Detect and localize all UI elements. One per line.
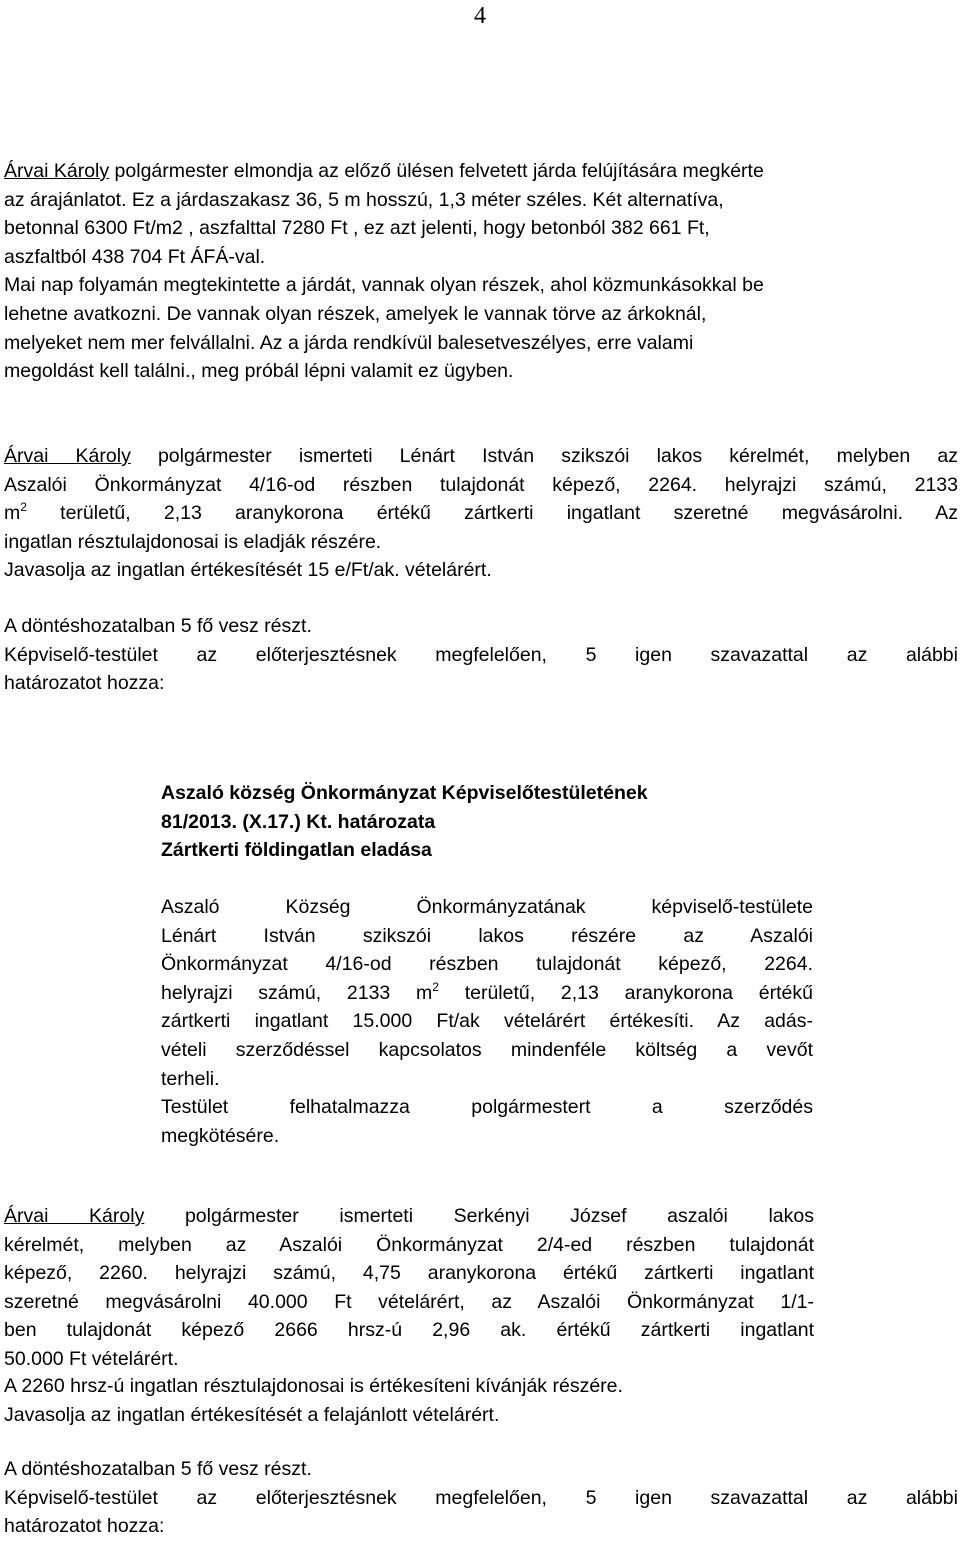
resolution-subject: Zártkerti földingatlan eladása xyxy=(161,839,432,862)
text-line xyxy=(4,499,958,528)
text-fragment: polgármester elmondja az előző ülésen felvetett járda felújítására megkérte xyxy=(109,160,764,182)
text-fragment: polgármester ismerteti Serkényi József aszalói lakos xyxy=(144,1205,814,1227)
text-line: A 2260 hrsz-ú ingatlan résztulajdonosai is értékesíteni kívánják részére. xyxy=(4,1375,623,1397)
text-line: lehetne avatkozni. De vannak olyan részek, amelyek le vannak törve az árkoknál, xyxy=(4,302,707,325)
text-fragment: helyrajzi számú, 2133 m xyxy=(161,981,433,1004)
page-number: 4 xyxy=(474,3,486,29)
text-line: melyeket nem mer felvállalni. Az a járda rendkívül balesetveszélyes, erre valami xyxy=(4,331,694,354)
paragraph-serkenyi-request xyxy=(4,1202,814,1374)
text-line: Lénárt István szikszói lakos részére az Aszalói xyxy=(161,924,813,947)
text-line: az árajánlatot. Ez a járdaszakasz 36, 5 m hosszú, 1,3 méter széles. Két alternatíva, xyxy=(4,188,724,211)
paragraph-sidewalk-renovation xyxy=(4,157,958,386)
text-fragment: polgármester ismerteti Lénárt István szikszói lakos kérelmét, melyben az xyxy=(130,445,958,467)
text-line: terheli. xyxy=(161,1067,220,1090)
text-line: megkötésére. xyxy=(161,1124,280,1147)
text-line: Javasolja az ingatlan értékesítését a felajánlott vételárért. xyxy=(4,1403,500,1426)
speaker-name: Árvai Károly xyxy=(4,1205,145,1227)
text-line: betonnal 6300 Ft/m2 , aszfalttal 7280 Ft , ez azt jelenti, hogy betonból 382 661 Ft, xyxy=(4,217,710,240)
text-line: Képviselő-testület az előterjesztésnek megfelelően, 5 igen szavazattal az alábbi xyxy=(4,1486,958,1509)
paragraph-lenart-request xyxy=(4,442,958,585)
paragraph-participation-1 xyxy=(4,612,958,698)
text-line: Testület felhatalmazza polgármestert a szerződés xyxy=(161,1096,813,1119)
text-line: ben tulajdonát képező 2666 hrsz-ú 2,96 ak. értékű zártkerti ingatlant xyxy=(4,1319,814,1342)
text-line xyxy=(4,1202,814,1231)
text-line: A döntéshozatalban 5 fő vesz részt. xyxy=(4,615,312,637)
text-line: határozatot hozza: xyxy=(4,672,165,695)
paragraph-serkenyi-notes xyxy=(4,1372,958,1429)
text-line: aszfaltból 438 704 Ft ÁFÁ-val. xyxy=(4,245,266,268)
text-line: határozatot hozza: xyxy=(4,1515,165,1538)
text-line: 50.000 Ft vételárért. xyxy=(4,1347,179,1370)
text-line: Képviselő-testület az előterjesztésnek megfelelően, 5 igen szavazattal az alábbi xyxy=(4,643,958,666)
text-line: szeretné megvásárolni 40.000 Ft vételárért, az Aszalói Önkormányzat 1/1- xyxy=(4,1290,814,1313)
paragraph-participation-2 xyxy=(4,1455,958,1541)
text-line xyxy=(161,979,813,1008)
text-line: kérelmét, melyben az Aszalói Önkormányzat 2/4-ed részben tulajdonát xyxy=(4,1233,814,1256)
text-line: Aszaló Község Önkormányzatának képviselő-testülete xyxy=(161,896,813,918)
text-line xyxy=(4,157,958,186)
text-fragment: területű, 2,13 aranykorona értékű zártkerti ingatlant szeretné megvásárolni. Az xyxy=(26,502,958,525)
text-line: Javasolja az ingatlan értékesítését 15 e/Ft/ak. vételárért. xyxy=(4,559,492,582)
text-line: Mai nap folyamán megtekintette a járdát, vannak olyan részek, ahol közmunkásokkal be xyxy=(4,274,764,297)
superscript: 2 xyxy=(20,500,27,515)
speaker-name: Árvai Károly xyxy=(4,160,110,182)
text-line: zártkerti ingatlant 15.000 Ft/ak vételárért értékesíti. Az adás- xyxy=(161,1010,813,1033)
text-line xyxy=(4,442,958,471)
text-fragment: területű, 2,13 aranykorona értékű xyxy=(438,981,813,1004)
text-line: A döntéshozatalban 5 fő vesz részt. xyxy=(4,1458,312,1480)
text-line: megoldást kell találni., meg próbál lépni valamit ez ügyben. xyxy=(4,360,514,383)
superscript: 2 xyxy=(432,979,439,994)
text-fragment: m xyxy=(4,502,21,525)
text-line: képező, 2260. helyrajzi számú, 4,75 aranykorona értékű zártkerti ingatlant xyxy=(4,1262,814,1285)
speaker-name: Árvai Károly xyxy=(4,445,131,467)
resolution-body xyxy=(161,893,813,1150)
text-line: vételi szerződéssel kapcsolatos mindenféle költség a vevőt xyxy=(161,1038,813,1061)
resolution-block xyxy=(161,779,813,865)
text-line: ingatlan résztulajdonosai is eladják részére. xyxy=(4,530,382,553)
text-line: Aszalói Önkormányzat 4/16-od részben tulajdonát képező, 2264. helyrajzi számú, 2133 xyxy=(4,473,958,496)
text-line: Önkormányzat 4/16-od részben tulajdonát képező, 2264. xyxy=(161,953,813,976)
resolution-title: Aszaló község Önkormányzat Képviselőtestületének xyxy=(161,782,648,804)
resolution-number: 81/2013. (X.17.) Kt. határozata xyxy=(161,810,436,833)
